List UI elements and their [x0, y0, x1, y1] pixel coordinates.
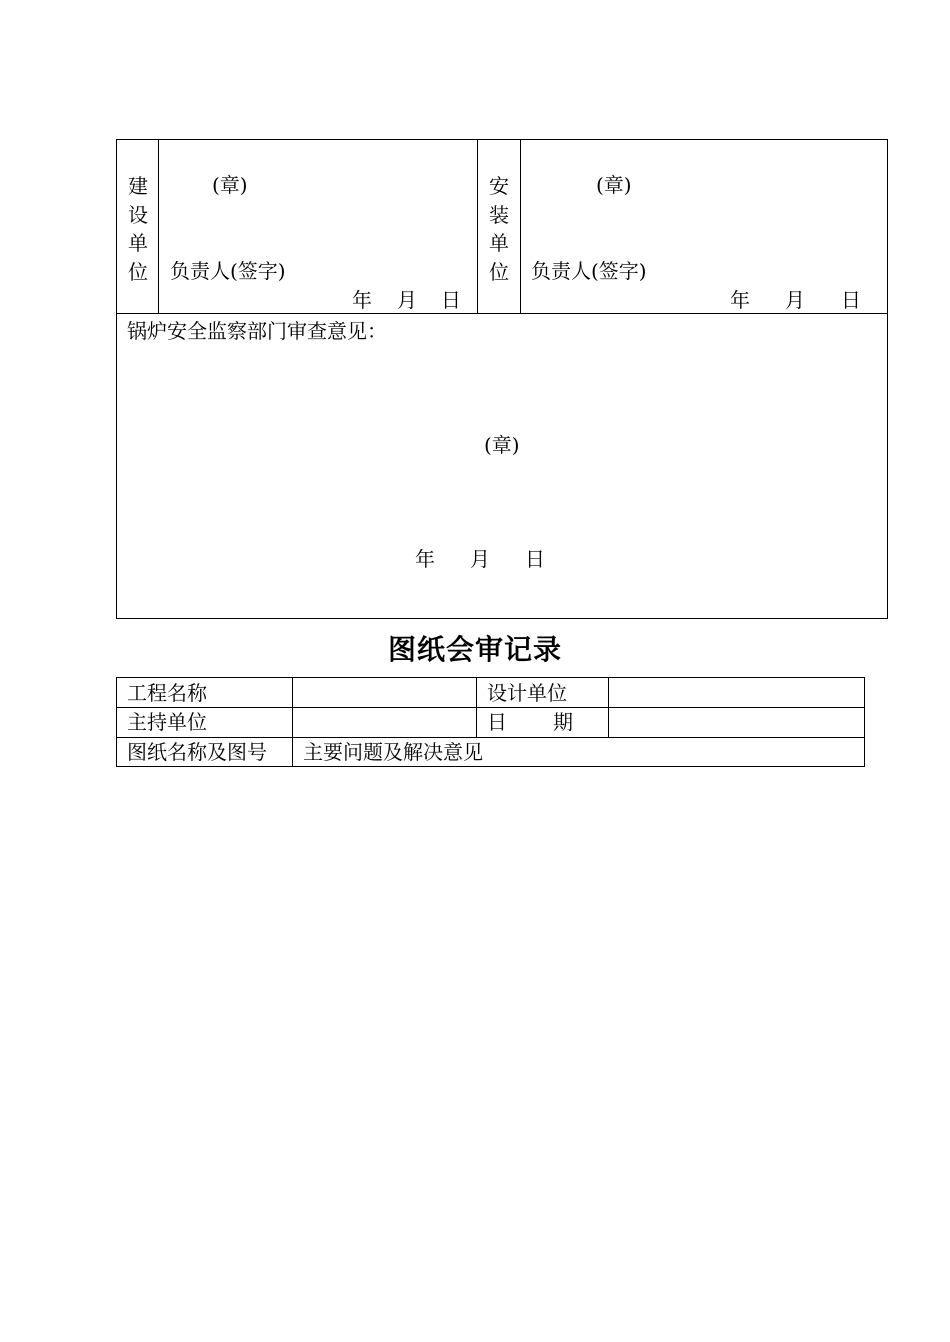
- installation-date-month: 月: [785, 288, 805, 312]
- table-line-row2: [116, 737, 865, 738]
- table-line-row1: [116, 707, 865, 708]
- construction-signer: 负责人(签字): [170, 259, 286, 283]
- construction-date-day: 日: [441, 288, 461, 312]
- form-border-bottom: [116, 618, 888, 619]
- construction-seal: (章): [212, 173, 248, 197]
- form-border-left: [116, 139, 117, 619]
- form-divider-v2: [477, 139, 478, 314]
- installation-signer: 负责人(签字): [531, 259, 647, 283]
- table-cell-date-label-day: 日: [487, 710, 507, 734]
- form-divider-v1: [158, 139, 159, 314]
- form-border-right: [887, 139, 888, 619]
- inspection-heading: 锅炉安全监察部门审查意见：: [127, 319, 387, 343]
- construction-label-char: 设: [128, 203, 148, 227]
- table-line-col1: [292, 677, 293, 767]
- table-line-left: [116, 677, 117, 767]
- installation-label-char: 位: [489, 260, 509, 284]
- page-title: 图纸会审记录: [387, 633, 562, 666]
- form-border-top: [116, 139, 888, 140]
- installation-seal: (章): [596, 173, 632, 197]
- construction-date-month: 月: [397, 288, 417, 312]
- inspection-date-year: 年: [415, 547, 435, 571]
- table-cell-main-issues-label: 主要问题及解决意见: [303, 740, 483, 764]
- table-cell-host-unit-label: 主持单位: [127, 710, 207, 734]
- construction-label-char: 单: [128, 231, 148, 255]
- table-cell-project-name-label: 工程名称: [127, 681, 207, 705]
- form-divider-horizontal: [116, 313, 888, 314]
- table-line-col2: [476, 677, 477, 738]
- construction-label-char: 位: [128, 260, 148, 284]
- installation-date-day: 日: [841, 288, 861, 312]
- installation-label-char: 安: [489, 174, 509, 198]
- table-line-right: [864, 677, 865, 767]
- installation-label-char: 装: [489, 203, 509, 227]
- inspection-date-day: 日: [525, 547, 545, 571]
- form-divider-v3: [520, 139, 521, 314]
- table-line-col3: [608, 677, 609, 738]
- installation-date-year: 年: [730, 288, 750, 312]
- inspection-date-month: 月: [470, 547, 490, 571]
- construction-date-year: 年: [352, 288, 372, 312]
- table-line-top: [116, 677, 865, 678]
- installation-label-char: 单: [489, 231, 509, 255]
- table-cell-drawing-name-label: 图纸名称及图号: [127, 740, 267, 764]
- table-cell-date-label-period: 期: [553, 710, 573, 734]
- construction-label-char: 建: [128, 174, 148, 198]
- inspection-seal: (章): [484, 433, 520, 457]
- table-line-bottom: [116, 766, 865, 767]
- table-cell-design-unit-label: 设计单位: [487, 681, 567, 705]
